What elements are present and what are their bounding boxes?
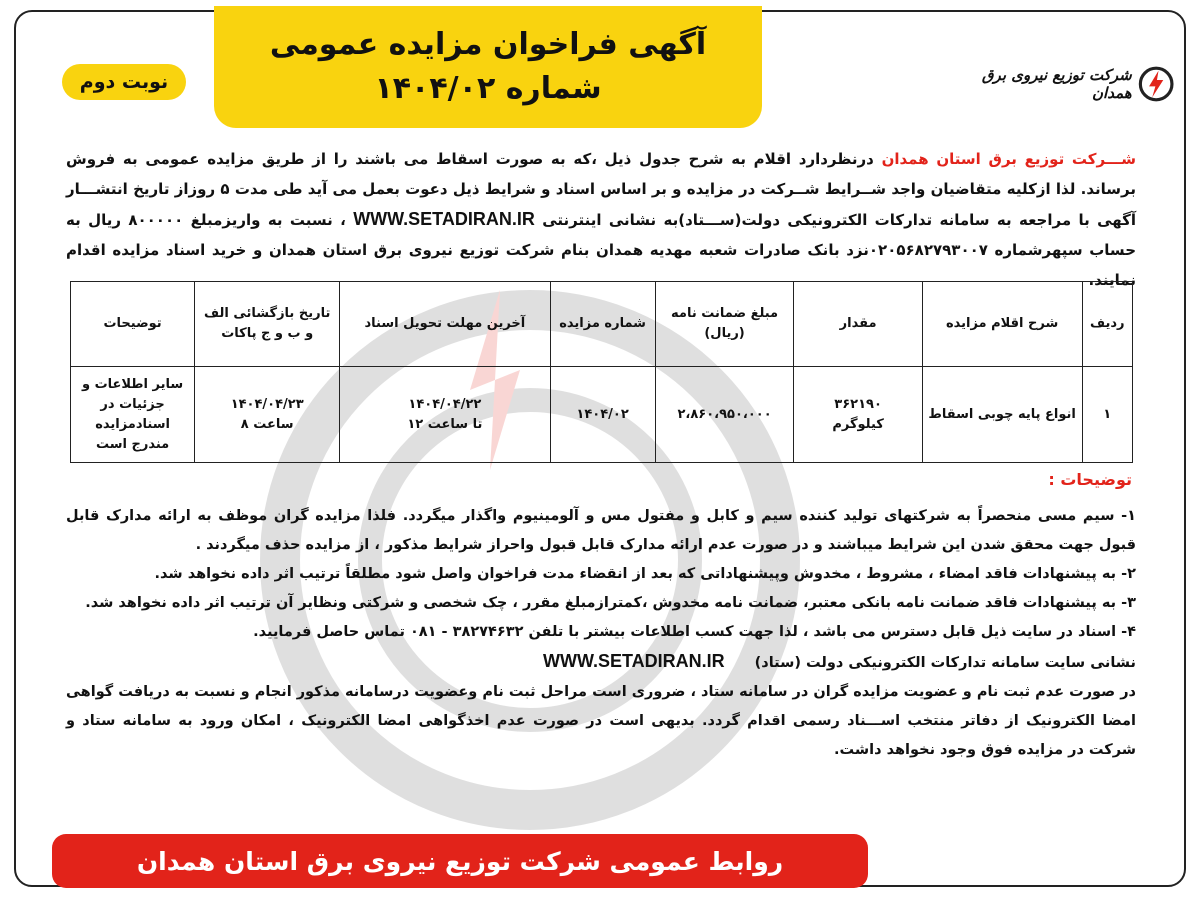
round-badge: نوبت دوم xyxy=(62,64,186,100)
cell-deadline xyxy=(340,367,550,463)
deadline-date: ۱۴۰۴/۰۴/۲۲ xyxy=(408,396,482,412)
auction-number-title: شماره ۱۴۰۴/۰۲ xyxy=(374,71,602,106)
note-item-3: ۳- به پیشنهادات فاقد ضمانت نامه بانکی معتبر، ضمانت نامه مخدوش ،کمترازمبلغ مقرر ، چک شخصی و شرکتی ونظایر آن ترتیب اثر داده نخواهد شد. xyxy=(85,595,1136,611)
auction-table xyxy=(70,281,1133,463)
table-row xyxy=(71,367,1133,463)
deadline-time: تا ساعت ۱۲ xyxy=(407,416,483,432)
cell-opening xyxy=(195,367,340,463)
col-header-opening: تاریخ بازگشائی الف و ب و ج پاکات xyxy=(195,282,340,367)
col-header-quantity: مقدار xyxy=(794,282,922,367)
site-label: نشانی سایت سامانه تدارکات الکترونیکی دولت (ستاد) xyxy=(754,655,1136,671)
company-logo xyxy=(978,56,1174,112)
site-url-link[interactable]: WWW.SETADIRAN.IR xyxy=(543,651,725,671)
cell-quantity xyxy=(794,367,922,463)
title-banner xyxy=(214,6,762,128)
note-item-2: ۲- به پیشنهادات فاقد امضاء ، مشروط ، مخدوش وپیشنهاداتی که بعد از انقضاء مدت فراخوان واصل شود مطلقاً ترتیب اثر داده نخواهد شد. xyxy=(154,566,1136,582)
footer-banner: روابط عمومی شرکت توزیع نیروی برق استان همدان xyxy=(52,834,868,888)
lightning-logo-icon xyxy=(1138,61,1174,107)
cell-notes: سایر اطلاعات و جزئیات در اسنادمزایده مندرج است xyxy=(71,367,195,463)
intro-paragraph xyxy=(66,144,1136,295)
site-line xyxy=(66,647,1136,678)
quantity-value: ۳۶۲۱۹۰ xyxy=(834,396,882,412)
col-header-item: شرح اقلام مزایده xyxy=(922,282,1082,367)
note-item-4: ۴- اسناد در سایت ذیل قابل دسترس می باشد ، لذا جهت کسب اطلاعات بیشتر با تلفن ۳۸۲۷۴۶۳۲ - ۰۸۱ تماس حاصل فرمایید. xyxy=(253,624,1136,640)
setad-url[interactable]: WWW.SETADIRAN.IR xyxy=(353,209,535,229)
company-name-highlight: شـــرکت توزیع برق استان همدان xyxy=(881,150,1136,168)
cell-index: ۱ xyxy=(1082,367,1132,463)
closing-paragraph: در صورت عدم ثبت نام و عضویت مزایده گران در سامانه ستاد ، ضروری است مراحل ثبت نام وعضویت درسامانه مذکور انجام و نسبت به دریافت گواهی امضا الکترونیک از دفاتر منتخب اســـناد رسمی اقدام گردد. بدیهی است در صورت عدم اخذگواهی امضا الکترونیک ، امکان ورود به سامانه ستاد و شرکت در مزایده فوق وجود نخواهد داشت. xyxy=(66,684,1136,758)
logo-text: شرکت توزیع نیروی برق همدان xyxy=(981,66,1132,102)
col-header-index: ردیف xyxy=(1082,282,1132,367)
col-header-deadline: آخرین مهلت تحویل اسناد xyxy=(340,282,550,367)
opening-time: ساعت ۸ xyxy=(240,416,294,432)
intro-text-part1: درنظردارد اقلام به شرح جدول ذیل ،که به صورت اسقاط می باشند را از طریق مزایده عمومی به فروش برساند. لذا ازکلیه متقاضیان واجد شــرایط شــرکت در مزایده و بر اساس اسناد و شرایط ذیل دعوت بعمل می آید طی مدت ۵ روزاز تاریخ انتشـــار آگهی با مراجعه به سامانه تدارکات الکترونیکی دولت(ســـتاد)به نشانی اینترنتی xyxy=(66,150,1137,229)
cell-guarantee: ۲،۸۶۰،۹۵۰،۰۰۰ xyxy=(655,367,794,463)
cell-auction-number: ۱۴۰۴/۰۲ xyxy=(550,367,655,463)
notes-title: توضیحات : xyxy=(1048,470,1132,489)
table-header-row xyxy=(71,282,1133,367)
col-header-guarantee: مبلغ ضمانت نامه (ریال) xyxy=(655,282,794,367)
col-header-auction-number: شماره مزایده xyxy=(550,282,655,367)
note-item-1: ۱- سیم مسی منحصراً به شرکتهای تولید کننده سیم و کابل و مفتول مس و آلومینیوم واگذار میگردد. فلذا مزایده گران موظف به ارائه مدارک قابل قبول جهت محقق شدن این شرایط میباشند و در صورت عدم ارائه مدارک قابل قبول واحراز شرایط مذکور ، از مزایده حذف میگردند . xyxy=(66,508,1136,553)
page-title: آگهی فراخوان مزایده عمومی xyxy=(269,27,707,62)
opening-date: ۱۴۰۴/۰۴/۲۳ xyxy=(230,396,304,412)
col-header-notes: توضیحات xyxy=(71,282,195,367)
cell-item: انواع پایه چوبی اسقاط xyxy=(922,367,1082,463)
quantity-unit: کیلوگرم xyxy=(832,416,884,432)
intro-text-part2: ، نسبت به واریزمبلغ ۸۰۰۰۰۰ ریال به حساب سپهرشماره ۰۲۰۵۶۸۲۷۹۳۰۰۷نزد بانک صادرات شعبه مهدیه همدان بنام شرکت توزیع نیروی برق استان همدان و خرید اسناد مزایده اقدام نمایند. xyxy=(66,211,1137,289)
notes-section xyxy=(66,502,1136,765)
